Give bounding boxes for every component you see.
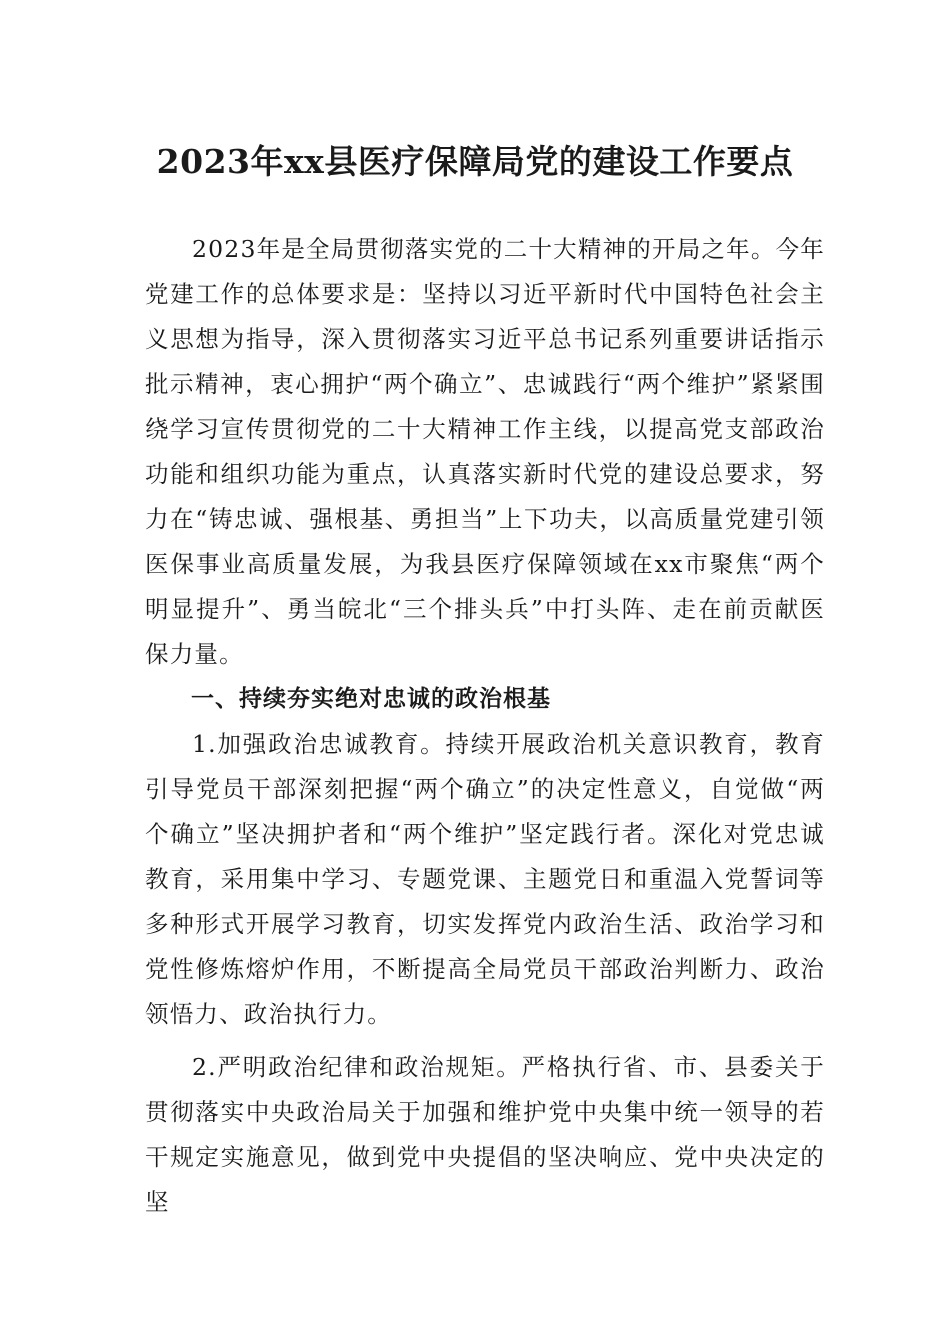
intro-paragraph: 2023年是全局贯彻落实党的二十大精神的开局之年。今年党建工作的总体要求是：坚持以习近平新时代中国特色社会主义思想为指导，深入贯彻落实习近平总书记系列重要讲话指示批示精神，衷心拥护“两个确立”、忠诚践行“两个维护”紧紧围绕学习宣传贯彻党的二十大精神工作主线，以提高党支部政治功能和组织功能为重点，认真落实新时代党的建设总要求，努力在“铸忠诚、强根基、勇担当”上下功夫，以高质量党建引领医保事业高质量发展，为我县医疗保障领域在xx市聚焦“两个明显提升”、勇当皖北“三个排头兵”中打头阵、走在前贡献医保力量。: [145, 235, 825, 668]
document-body: [145, 227, 825, 1225]
item-paragraph-1: 1.加强政治忠诚教育。持续开展政治机关意识教育，教育引导党员干部深刻把握“两个确立”的决定性意义，自觉做“两个确立”坚决拥护者和“两个维护”坚定践行者。深化对党忠诚教育，采用集中学习、专题党课、主题党日和重温入党誓词等多种形式开展学习教育，切实发挥党内政治生活、政治学习和党性修炼熔炉作用，不断提高全局党员干部政治判断力、政治领悟力、政治执行力。: [145, 730, 825, 1028]
section-heading: 一、持续夯实绝对忠诚的政治根基: [191, 686, 551, 712]
paragraph-gap: [145, 1037, 825, 1045]
item-paragraph-2: 2.严明政治纪律和政治规矩。严格执行省、市、县委关于贯彻落实中央政治局关于加强和维护党中央集中统一领导的若干规定实施意见，做到党中央提倡的坚决响应、党中央决定的坚: [145, 1053, 825, 1216]
document-title: 2023年xx县医疗保障局党的建设工作要点: [156, 142, 794, 181]
